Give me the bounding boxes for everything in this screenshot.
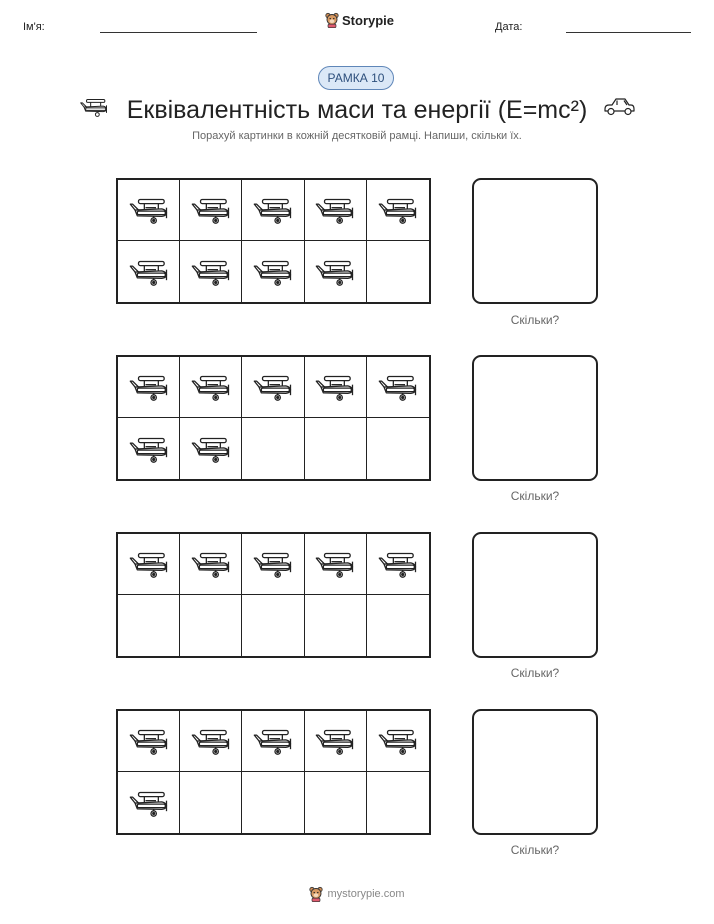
frame-cell: [118, 180, 180, 241]
frame-cell: [242, 357, 304, 418]
biplane-icon: [190, 434, 232, 464]
frame-cell: [305, 534, 367, 595]
frame-cell: [305, 241, 367, 302]
answer-box-2[interactable]: [472, 355, 598, 481]
frame-cell: [118, 711, 180, 772]
biplane-icon: [314, 726, 356, 756]
ten-frame-2: [116, 355, 431, 481]
biplane-icon: [314, 257, 356, 287]
page-title: Еквівалентність маси та енергії (E=mc²): [126, 96, 588, 124]
frame-cell: [180, 418, 242, 479]
biplane-icon: [190, 257, 232, 287]
biplane-icon: [190, 372, 232, 402]
frame-cell: [242, 418, 304, 479]
frame-cell: [180, 241, 242, 302]
ten-frame-4: [116, 709, 431, 835]
biplane-icon: [190, 726, 232, 756]
frame-cell: [242, 180, 304, 241]
frame-cell: [242, 772, 304, 833]
brand-logo: [325, 12, 394, 28]
date-label: Дата:: [495, 21, 523, 33]
frame-cell: [118, 534, 180, 595]
frame-cell: [180, 534, 242, 595]
date-line[interactable]: [566, 32, 691, 33]
biplane-icon: [128, 195, 170, 225]
frame-cell: [305, 711, 367, 772]
biplane-icon: [314, 549, 356, 579]
name-line[interactable]: [100, 32, 257, 33]
biplane-icon: [128, 726, 170, 756]
biplane-icon: [252, 195, 294, 225]
frame-cell: [180, 711, 242, 772]
answer-box-3[interactable]: [472, 532, 598, 658]
frame-cell: [242, 595, 304, 656]
frame-cell: [180, 180, 242, 241]
biplane-icon: [377, 549, 419, 579]
biplane-icon: [190, 549, 232, 579]
frame-badge: РАМКА 10: [318, 66, 394, 90]
frame-cell: [367, 595, 429, 656]
frame-cell: [305, 418, 367, 479]
biplane-icon: [190, 195, 232, 225]
frame-cell: [242, 711, 304, 772]
frame-cell: [180, 357, 242, 418]
brand-name: Storypie: [342, 12, 395, 28]
frame-cell: [118, 772, 180, 833]
biplane-icon: [128, 372, 170, 402]
frame-cell: [180, 772, 242, 833]
biplane-icon: [314, 195, 356, 225]
frame-cell: [367, 711, 429, 772]
frame-cell: [305, 595, 367, 656]
name-label: Ім'я:: [23, 21, 45, 33]
frame-cell: [118, 241, 180, 302]
answer-box-1[interactable]: [472, 178, 598, 304]
biplane-icon: [128, 257, 170, 287]
frame-cell: [118, 418, 180, 479]
ten-frame-3: [116, 532, 431, 658]
answer-box-4[interactable]: [472, 709, 598, 835]
frame-cell: [305, 357, 367, 418]
biplane-icon: [128, 434, 170, 464]
bear-icon: [325, 12, 339, 28]
biplane-icon: [377, 195, 419, 225]
biplane-icon: [252, 726, 294, 756]
answer-label-2: Скільки?: [510, 489, 560, 503]
frame-cell: [367, 357, 429, 418]
frame-cell: [118, 595, 180, 656]
biplane-icon: [252, 372, 294, 402]
frame-cell: [367, 772, 429, 833]
biplane-icon: [128, 788, 170, 818]
biplane-icon: [377, 372, 419, 402]
biplane-icon: [377, 726, 419, 756]
footer-url: mystorypie.com: [327, 888, 405, 900]
frame-cell: [367, 534, 429, 595]
biplane-icon: [314, 372, 356, 402]
frame-cell: [118, 357, 180, 418]
frame-cell: [305, 772, 367, 833]
footer: [0, 886, 714, 902]
biplane-icon: [128, 549, 170, 579]
title-right-car-icon: [603, 96, 635, 116]
biplane-icon: [252, 549, 294, 579]
answer-label-3: Скільки?: [510, 666, 560, 680]
frame-cell: [242, 534, 304, 595]
biplane-icon: [252, 257, 294, 287]
answer-label-1: Скільки?: [510, 313, 560, 327]
frame-cell: [180, 595, 242, 656]
frame-cell: [305, 180, 367, 241]
frame-cell: [367, 180, 429, 241]
footer-bear-icon: [309, 886, 323, 902]
instructions: Порахуй картинки в кожній десятковій рамці. Напиши, скільки їх.: [192, 130, 522, 142]
frame-cell: [242, 241, 304, 302]
ten-frame-1: [116, 178, 431, 304]
frame-cell: [367, 241, 429, 302]
answer-label-4: Скільки?: [510, 843, 560, 857]
frame-cell: [367, 418, 429, 479]
